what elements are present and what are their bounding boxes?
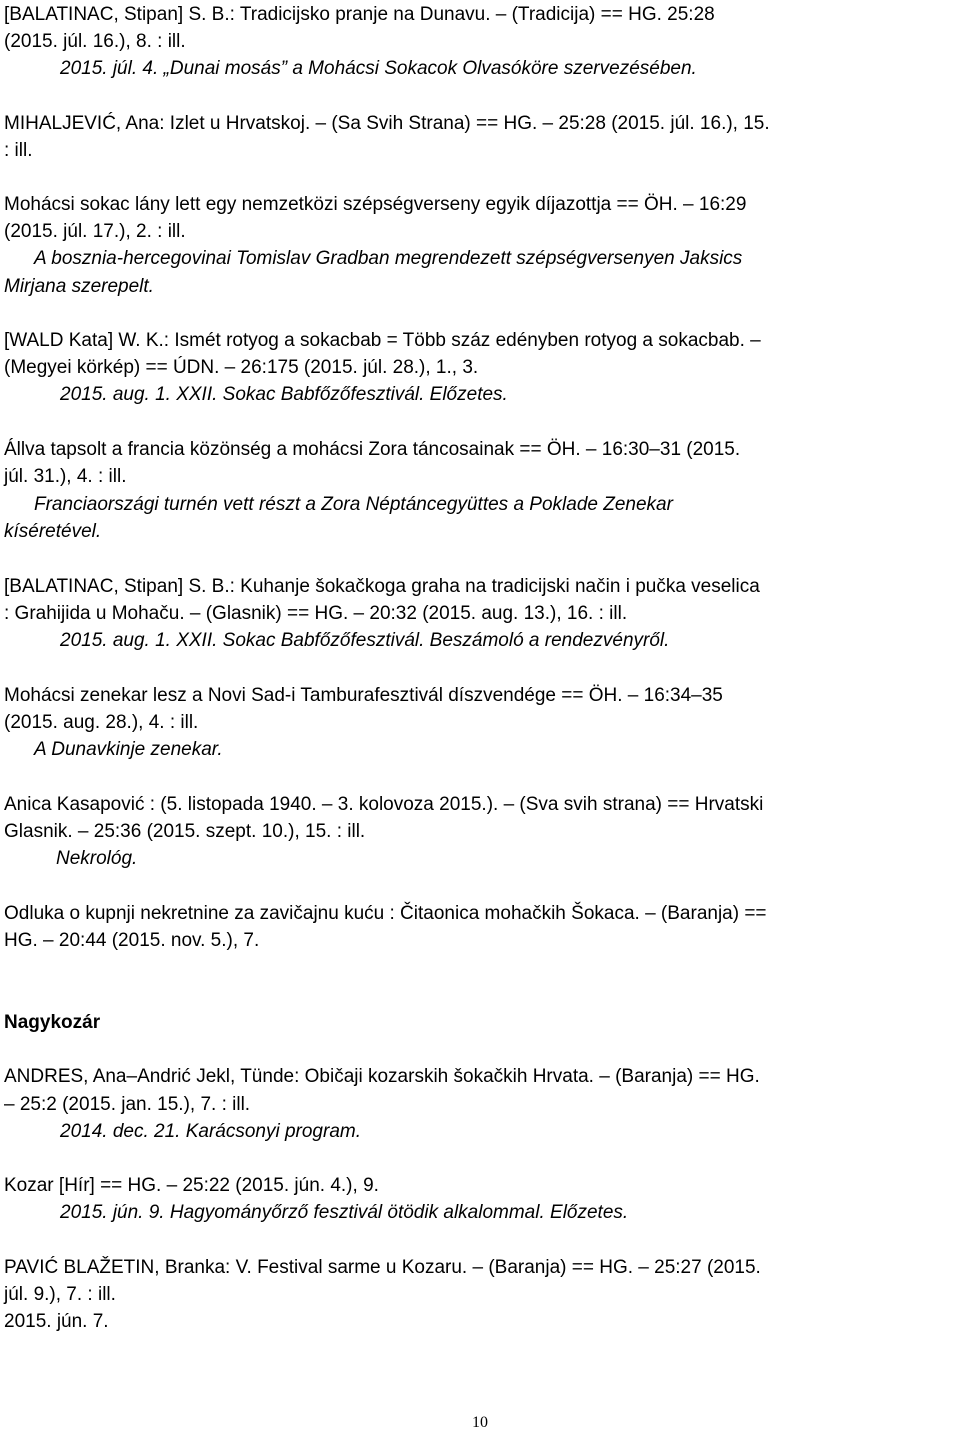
entry-line: : Grahijida u Mohaču. – (Glasnik) == HG. – 20:32 (2015. aug. 13.), 16. : ill. xyxy=(4,603,628,624)
entry-line: [WALD Kata] W. K.: Ismét rotyog a sokacbab = Több száz edényben rotyog a sokacbab. – xyxy=(4,330,761,351)
entry-line: Kozar [Hír] == HG. – 25:22 (2015. jún. 4.), 9. xyxy=(4,1175,379,1196)
entry-line: – 25:2 (2015. jan. 15.), 7. : ill. xyxy=(4,1094,251,1115)
entry-line: MIHALJEVIĆ, Ana: Izlet u Hrvatskoj. – (Sa Svih Strana) == HG. – 25:28 (2015. júl. 16.), 15. xyxy=(4,113,770,134)
entry-line: (2015. júl. 16.), 8. : ill. xyxy=(4,31,186,52)
entry-note: 2014. dec. 21. Karácsonyi program. xyxy=(60,1121,362,1142)
entry-line: : ill. xyxy=(4,140,33,161)
entry-line: Mohácsi sokac lány lett egy nemzetközi szépségverseny egyik díjazottja == ÖH. – 16:29 xyxy=(4,194,747,215)
entry-line: HG. – 20:44 (2015. nov. 5.), 7. xyxy=(4,930,260,951)
entry-line: júl. 9.), 7. : ill. xyxy=(4,1284,116,1305)
entry-note: 2015. júl. 4. „Dunai mosás” a Mohácsi Sokacok Olvasóköre szervezésében. xyxy=(60,58,697,79)
entry-line: Odluka o kupnji nekretnine za zavičajnu kuću : Čitaonica mohačkih Šokaca. – (Baranja) == xyxy=(4,903,767,924)
entry-note: 2015. aug. 1. XXII. Sokac Babfőzőfesztivál. Előzetes. xyxy=(60,384,508,405)
entry-line: júl. 31.), 4. : ill. xyxy=(4,466,127,487)
page-number: 10 xyxy=(472,1414,488,1431)
entry-line: [BALATINAC, Stipan] S. B.: Kuhanje šokačkoga graha na tradicijski način i pučka veselica xyxy=(4,576,760,597)
entry-line: (Megyei körkép) == ÚDN. – 26:175 (2015. júl. 28.), 1., 3. xyxy=(4,357,479,378)
entry-line: [BALATINAC, Stipan] S. B.: Tradicijsko pranje na Dunavu. – (Tradicija) == HG. 25:28 xyxy=(4,4,715,25)
entry-note: 2015. aug. 1. XXII. Sokac Babfőzőfesztivál. Beszámoló a rendezvényről. xyxy=(60,630,670,651)
entry-line: Állva tapsolt a francia közönség a mohácsi Zora táncosainak == ÖH. – 16:30–31 (2015. xyxy=(4,439,741,460)
entry-note: Mirjana szerepelt. xyxy=(4,276,154,297)
entry-note: A Dunavkinje zenekar. xyxy=(34,739,223,760)
entry-line: Glasnik. – 25:36 (2015. szept. 10.), 15. : ill. xyxy=(4,821,366,842)
entry-line: (2015. aug. 28.), 4. : ill. xyxy=(4,712,199,733)
entry-line: Anica Kasapović : (5. listopada 1940. – 3. kolovoza 2015.). – (Sva svih strana) == Hrvatski xyxy=(4,794,764,815)
entry-note: Nekrológ. xyxy=(56,848,138,869)
entry-line: PAVIĆ BLAŽETIN, Branka: V. Festival sarme u Kozaru. – (Baranja) == HG. – 25:27 (2015. xyxy=(4,1257,761,1278)
section-heading: Nagykozár xyxy=(4,1012,101,1033)
entry-line: Mohácsi zenekar lesz a Novi Sad-i Tamburafesztivál díszvendége == ÖH. – 16:34–35 xyxy=(4,685,723,706)
entry-note: Franciaországi turnén vett részt a Zora Néptáncegyüttes a Poklade Zenekar xyxy=(34,494,673,515)
entry-note: A bosznia-hercegovinai Tomislav Gradban megrendezett szépségversenyen Jaksics xyxy=(34,248,743,269)
entry-note: 2015. jún. 9. Hagyományőrző fesztivál ötödik alkalommal. Előzetes. xyxy=(60,1202,629,1223)
entry-note: kíséretével. xyxy=(4,521,102,542)
entry-line: (2015. júl. 17.), 2. : ill. xyxy=(4,221,186,242)
entry-line: ANDRES, Ana–Andrić Jekl, Tünde: Običaji kozarskih šokačkih Hrvata. – (Baranja) == HG. xyxy=(4,1066,760,1087)
entry-line: 2015. jún. 7. xyxy=(4,1311,109,1332)
